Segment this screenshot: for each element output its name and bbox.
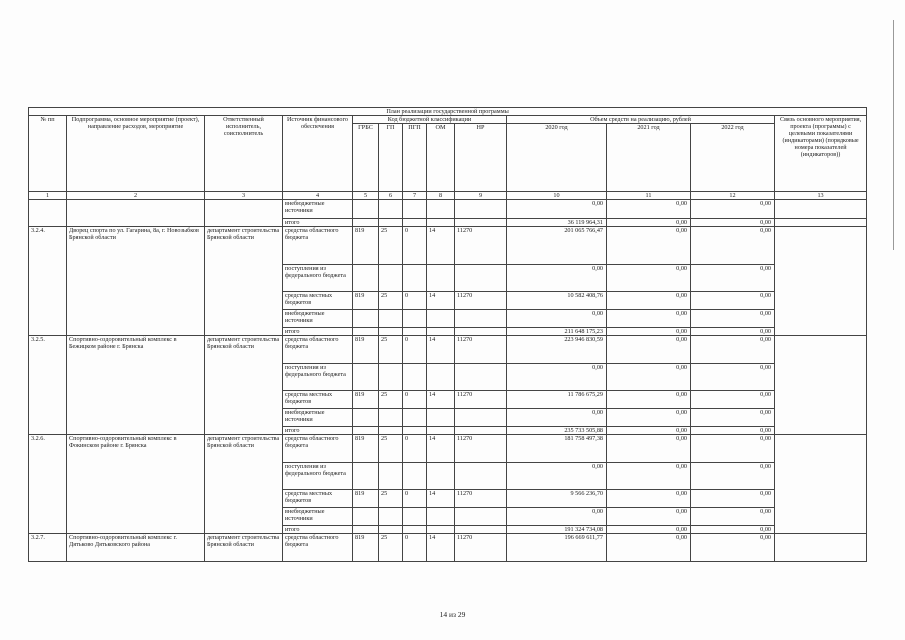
col-header-2021: 2021 год (607, 124, 691, 192)
col-header-responsible: Ответственный исполнитель, соисполнитель (205, 116, 283, 192)
source-cell: средства местных бюджетов (283, 391, 353, 409)
item-responsible: департамент строительства Брянской области (205, 534, 283, 562)
amount-cell: 0,00 (507, 463, 607, 490)
col-number: 12 (691, 192, 775, 200)
table-row: поступления из федерального бюджета 0,00 0,00 0,00 (29, 463, 867, 490)
scan-edge-line (893, 20, 894, 250)
item-responsible: департамент строительства Брянской области (205, 336, 283, 435)
total-amount-cell: 191 324 734,08 (507, 526, 607, 534)
source-cell: итого (283, 328, 353, 336)
source-cell: средства областного бюджета (283, 534, 353, 562)
item-number: 3.2.5. (29, 336, 67, 435)
amount-cell: 10 582 408,76 (507, 292, 607, 310)
item-name: Спортивно-оздоровительный комплекс в Фокинском районе г. Брянска (67, 435, 205, 534)
amount-cell: 0,00 (507, 508, 607, 526)
source-cell: внебюджетные источники (283, 200, 353, 219)
source-cell: поступления из федерального бюджета (283, 265, 353, 292)
amount-cell: 0,00 (507, 310, 607, 328)
table-row: внебюджетные источники 0,00 0,00 0,00 (29, 409, 867, 427)
amount-cell: 0,00 (507, 265, 607, 292)
plan-title: План реализации государственной программы (29, 108, 867, 116)
col-header-om: ОМ (427, 124, 455, 192)
page-number: 14 из 29 (439, 610, 466, 619)
source-cell: средства областного бюджета (283, 227, 353, 265)
table-row: 3.2.4. Дворец спорта по ул. Гагарина, 8а, г. Новозыбков Брянской области департамент строительства Брянской области средства областного бюджета 819 25 0 14 11270 201 065 766,47 0,00 0,00 (29, 227, 867, 265)
source-cell: внебюджетные источники (283, 508, 353, 526)
col-number: 13 (775, 192, 867, 200)
source-cell: поступления из федерального бюджета (283, 463, 353, 490)
col-header-source: Источник финансового обеспечения (283, 116, 353, 192)
col-number: 5 (353, 192, 379, 200)
amount-cell: 0,00 (507, 200, 607, 219)
source-cell: средства областного бюджета (283, 336, 353, 364)
col-number: 11 (607, 192, 691, 200)
source-cell: итого (283, 219, 353, 227)
source-cell: поступления из федерального бюджета (283, 364, 353, 391)
amount-cell: 0,00 (507, 364, 607, 391)
col-number: 3 (205, 192, 283, 200)
col-number: 10 (507, 192, 607, 200)
item-name: Спортивно-оздоровительный комплекс г. Дятьково Дятьковского района (67, 534, 205, 562)
amount-cell: 9 566 236,70 (507, 490, 607, 508)
table-row: средства местных бюджетов 819 25 0 14 11270 9 566 236,70 0,00 0,00 (29, 490, 867, 508)
total-amount-cell: 235 733 505,88 (507, 427, 607, 435)
table-row: итого 211 648 175,23 0,00 0,00 (29, 328, 867, 336)
item-responsible: департамент строительства Брянской области (205, 435, 283, 534)
amount-cell: 201 065 766,47 (507, 227, 607, 265)
col-header-link: Связь основного мероприятия, проекта (программы) с целевыми показателями (индикаторами) (порядковые номера показателей (индикаторов)) (775, 116, 867, 192)
table-row: итого 36 119 964,31 0,00 0,00 (29, 219, 867, 227)
total-amount-cell: 36 119 964,31 (507, 219, 607, 227)
table-row: 3.2.6. Спортивно-оздоровительный комплекс в Фокинском районе г. Брянска департамент строительства Брянской области средства областного бюджета 819 25 0 14 11270 181 758 497,38 0,00 0,00 (29, 435, 867, 463)
amount-cell: 181 758 497,38 (507, 435, 607, 463)
col-header-np: НР (455, 124, 507, 192)
source-cell: итого (283, 526, 353, 534)
col-header-num: № пп (29, 116, 67, 192)
source-cell: средства областного бюджета (283, 435, 353, 463)
table-row: поступления из федерального бюджета 0,00 0,00 0,00 (29, 364, 867, 391)
col-header-volume: Объем средств на реализацию, рублей (507, 116, 775, 124)
col-number: 4 (283, 192, 353, 200)
total-amount-cell: 211 648 175,23 (507, 328, 607, 336)
table-row: 3.2.7. Спортивно-оздоровительный комплекс г. Дятьково Дятьковского района департамент строительства Брянской области средства областного бюджета 819 25 0 14 11270 196 669 611,77 0,00 0,00 (29, 534, 867, 562)
item-number: 3.2.6. (29, 435, 67, 534)
amount-cell: 196 669 611,77 (507, 534, 607, 562)
table-row: средства местных бюджетов 819 25 0 14 11270 10 582 408,76 0,00 0,00 (29, 292, 867, 310)
source-cell: внебюджетные источники (283, 310, 353, 328)
table-row: внебюджетные источники 0,00 0,00 0,00 (29, 508, 867, 526)
source-cell: средства местных бюджетов (283, 292, 353, 310)
table-row: внебюджетные источники 0,00 0,00 0,00 (29, 200, 867, 219)
program-plan-table (28, 107, 867, 562)
col-header-2022: 2022 год (691, 124, 775, 192)
item-name: Спортивно-оздоровительный комплекс в Бежицком районе г. Брянска (67, 336, 205, 435)
amount-cell: 223 946 830,59 (507, 336, 607, 364)
item-number: 3.2.7. (29, 534, 67, 562)
col-header-budget-code: Код бюджетной классификации (353, 116, 507, 124)
col-header-2020: 2020 год (507, 124, 607, 192)
source-cell: итого (283, 427, 353, 435)
col-number: 2 (67, 192, 205, 200)
item-responsible: департамент строительства Брянской области (205, 227, 283, 336)
item-name: Дворец спорта по ул. Гагарина, 8а, г. Новозыбков Брянской области (67, 227, 205, 336)
col-number: 7 (403, 192, 427, 200)
table-row: итого 191 324 734,08 0,00 0,00 (29, 526, 867, 534)
col-header-program: Подпрограмма, основное мероприятие (проект), направление расходов, мероприятие (67, 116, 205, 192)
table-row: внебюджетные источники 0,00 0,00 0,00 (29, 310, 867, 328)
col-number: 1 (29, 192, 67, 200)
table-row: итого 235 733 505,88 0,00 0,00 (29, 427, 867, 435)
source-cell: внебюджетные источники (283, 409, 353, 427)
col-number: 9 (455, 192, 507, 200)
table-row: средства местных бюджетов 819 25 0 14 11270 11 786 675,29 0,00 0,00 (29, 391, 867, 409)
col-header-gp: ГП (379, 124, 403, 192)
col-header-pgp: ПГП (403, 124, 427, 192)
source-cell: средства местных бюджетов (283, 490, 353, 508)
col-number: 6 (379, 192, 403, 200)
col-number: 8 (427, 192, 455, 200)
item-number: 3.2.4. (29, 227, 67, 336)
col-header-grbs: ГРБС (353, 124, 379, 192)
amount-cell: 0,00 (507, 409, 607, 427)
table-row: 3.2.5. Спортивно-оздоровительный комплекс в Бежицком районе г. Брянска департамент строительства Брянской области средства областного бюджета 819 25 0 14 11270 223 946 830,59 0,00 0,00 (29, 336, 867, 364)
amount-cell: 11 786 675,29 (507, 391, 607, 409)
table-row: поступления из федерального бюджета 0,00 0,00 0,00 (29, 265, 867, 292)
